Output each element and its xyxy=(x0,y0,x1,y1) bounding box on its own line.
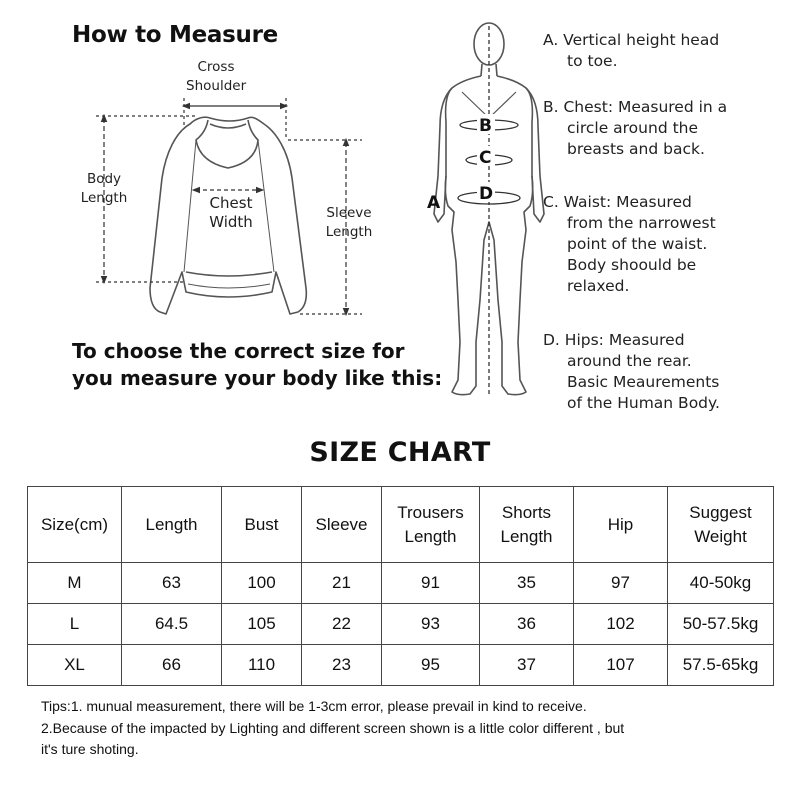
measure-instruction: To choose the correct size for you measure your body like this: xyxy=(72,339,443,390)
cell-hip: 107 xyxy=(574,645,668,686)
cell-suggest-weight: 57.5-65kg xyxy=(668,645,774,686)
body-length-label: Body Length xyxy=(80,171,128,206)
sweater-waistband xyxy=(186,272,272,276)
sweater-ribbing xyxy=(188,284,270,288)
how-to-measure-title: How to Measure xyxy=(72,22,278,48)
cell-size: XL xyxy=(28,645,122,686)
table-row xyxy=(28,645,774,686)
cell-suggest-weight: 40-50kg xyxy=(668,563,774,604)
header-length: Length xyxy=(122,487,222,563)
tip-line: it's ture shoting. xyxy=(41,741,139,757)
cell-length: 63 xyxy=(122,563,222,604)
note-c-waist: C. Waist: Measured from the narrowest point of the waist. Body shoould be relaxed. xyxy=(543,193,716,295)
marker-c: C xyxy=(479,148,492,168)
note-d-hips: D. Hips: Measured around the rear. Basic Meaurements of the Human Body. xyxy=(543,331,720,412)
note-b-chest: B. Chest: Measured in a circle around the breasts and back. xyxy=(543,98,728,158)
header-suggest-weight: Suggest Weight xyxy=(668,487,774,563)
tip-line: 2.Because of the impacted by Lighting and different screen shown is a little color different , but xyxy=(41,719,625,736)
marker-a: A xyxy=(427,193,441,213)
cell-shorts-length: 37 xyxy=(480,645,574,686)
size-chart-title: SIZE CHART xyxy=(309,437,491,468)
marker-d: D xyxy=(479,184,494,204)
cell-length: 66 xyxy=(122,645,222,686)
cell-shorts-length: 36 xyxy=(480,604,574,645)
cell-sleeve: 21 xyxy=(302,563,382,604)
cell-suggest-weight: 50-57.5kg xyxy=(668,604,774,645)
right-arm xyxy=(526,88,544,222)
cell-sleeve: 23 xyxy=(302,645,382,686)
table-row xyxy=(28,563,774,604)
sweater-inner-neck xyxy=(210,124,246,128)
measurement-notes xyxy=(543,30,783,410)
cross-shoulder-label: Cross Shoulder xyxy=(186,59,247,94)
header-size: Size(cm) xyxy=(28,487,122,563)
cell-sleeve: 22 xyxy=(302,604,382,645)
tips-note xyxy=(41,696,781,761)
cell-trousers-length: 91 xyxy=(382,563,480,604)
header-shorts-length: Shorts Length xyxy=(480,487,574,563)
header-trousers-length: Trousers Length xyxy=(382,487,480,563)
header-bust: Bust xyxy=(222,487,302,563)
sleeve-length-label: Sleeve Length xyxy=(325,205,373,240)
cell-bust: 110 xyxy=(222,645,302,686)
cell-length: 64.5 xyxy=(122,604,222,645)
cell-hip: 97 xyxy=(574,563,668,604)
cell-bust: 100 xyxy=(222,563,302,604)
cell-hip: 102 xyxy=(574,604,668,645)
header-sleeve: Sleeve xyxy=(302,487,382,563)
cell-shorts-length: 35 xyxy=(480,563,574,604)
chest-width-label: Chest Width xyxy=(209,194,253,231)
marker-b: B xyxy=(479,116,492,136)
cell-size: L xyxy=(28,604,122,645)
cell-size: M xyxy=(28,563,122,604)
table-header-row xyxy=(28,487,774,563)
tip-line: Tips:1. munual measurement, there will be 1-3cm error, please prevail in kind to receive. xyxy=(41,698,587,714)
note-a-height: A. Vertical height head to toe. xyxy=(543,31,720,70)
body-measure-marks xyxy=(458,26,520,394)
left-sleeve-seam xyxy=(184,140,196,272)
cell-trousers-length: 95 xyxy=(382,645,480,686)
table-row xyxy=(28,604,774,645)
size-chart-table xyxy=(27,486,774,686)
cell-bust: 105 xyxy=(222,604,302,645)
header-hip: Hip xyxy=(574,487,668,563)
cell-trousers-length: 93 xyxy=(382,604,480,645)
